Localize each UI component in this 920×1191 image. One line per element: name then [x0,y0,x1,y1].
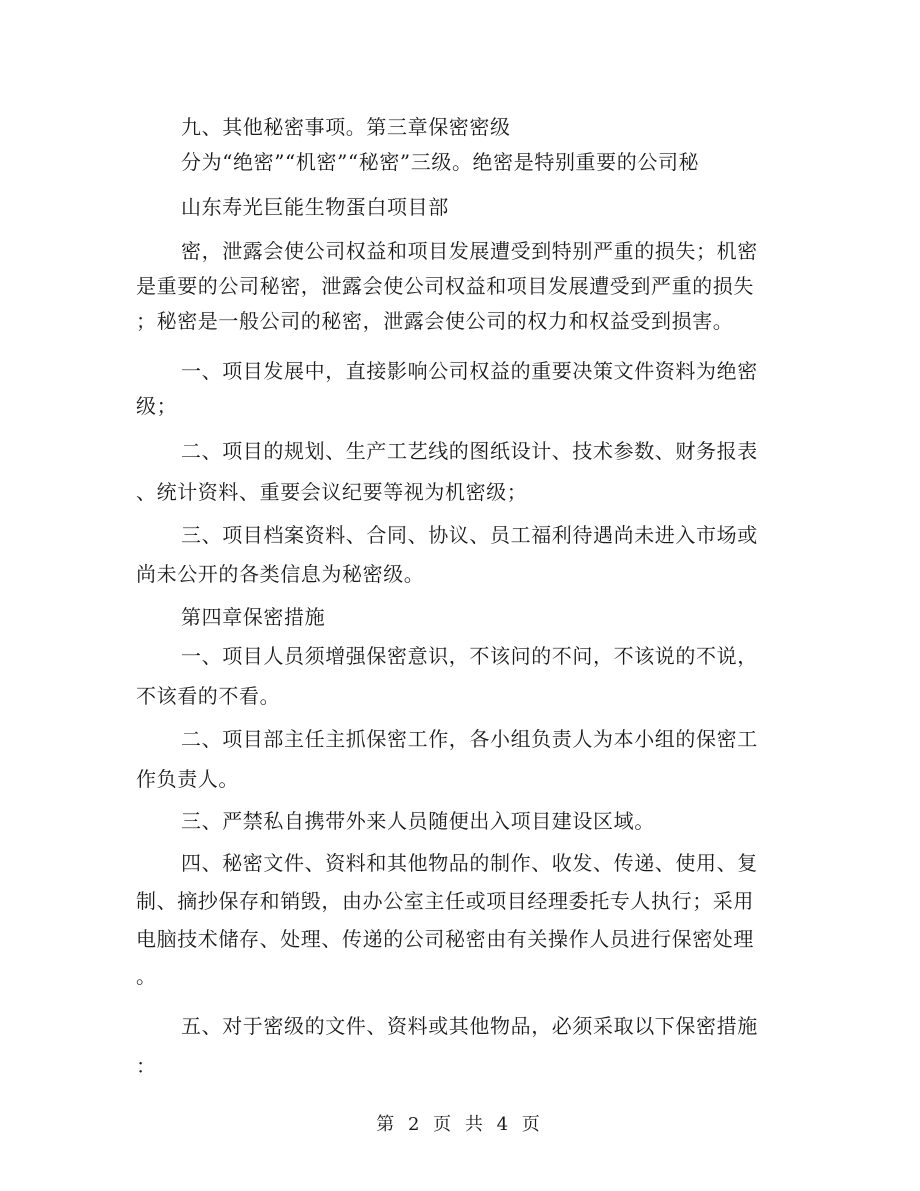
text-line: 一、项目人员须增强保密意识，不该问的不问，不该说的不说， [181,644,758,668]
text-line: 二、项目部主任主抓保密工作，各小组负责人为本小组的保密工 [181,727,758,751]
text-line: 是重要的公司秘密，泄露会使公司权益和项目发展遭受到严重的损失 [136,274,754,298]
text-line: 二、项目的规划、生产工艺线的图纸设计、技术参数、财务报表 [181,439,758,463]
text-line: 、统计资料、重要会议纪要等视为机密级； [136,480,528,504]
text-line: ；秘密是一般公司的秘密，泄露会使公司的权力和权益受到损害。 [136,309,734,333]
text-line: 山东寿光巨能生物蛋白项目部 [181,195,449,219]
section-heading: 第四章保密措施 [181,605,326,629]
text-line: 一、项目发展中，直接影响公司权益的重要决策文件资料为绝密 [181,359,758,383]
page-number-footer: 第 2 页 共 4 页 [376,1114,544,1135]
text-line: 电脑技术储存、处理、传递的公司秘密由有关操作人员进行保密处理 [136,927,754,951]
text-line: 五、对于密级的文件、资料或其他物品，必须采取以下保密措施 [181,1014,758,1038]
text-line: 。 [136,964,157,988]
text-line: 密，泄露会使公司权益和项目发展遭受到特别严重的损失；机密 [181,239,758,263]
text-line: 作负责人。 [136,767,239,791]
text-line: 四、秘密文件、资料和其他物品的制作、收发、传递、使用、复 [181,851,758,875]
text-line: 三、严禁私自携带外来人员随便出入项目建设区域。 [181,809,655,833]
text-line: 九、其他秘密事项。第三章保密密级 [181,115,511,139]
text-line: 分为“绝密”“机密”“秘密”三级。绝密是特别重要的公司秘 [181,150,700,174]
text-line: 制、摘抄保存和销毁，由办公室主任或项目经理委托专人执行；采用 [136,889,754,913]
text-line: 尚未公开的各类信息为秘密级。 [136,562,425,586]
text-line: 级； [136,394,178,418]
text-line: 三、项目档案资料、合同、协议、员工福利待遇尚未进入市场或 [181,523,758,547]
text-line: 不该看的不看。 [136,684,281,708]
text-line: ： [136,1054,157,1078]
